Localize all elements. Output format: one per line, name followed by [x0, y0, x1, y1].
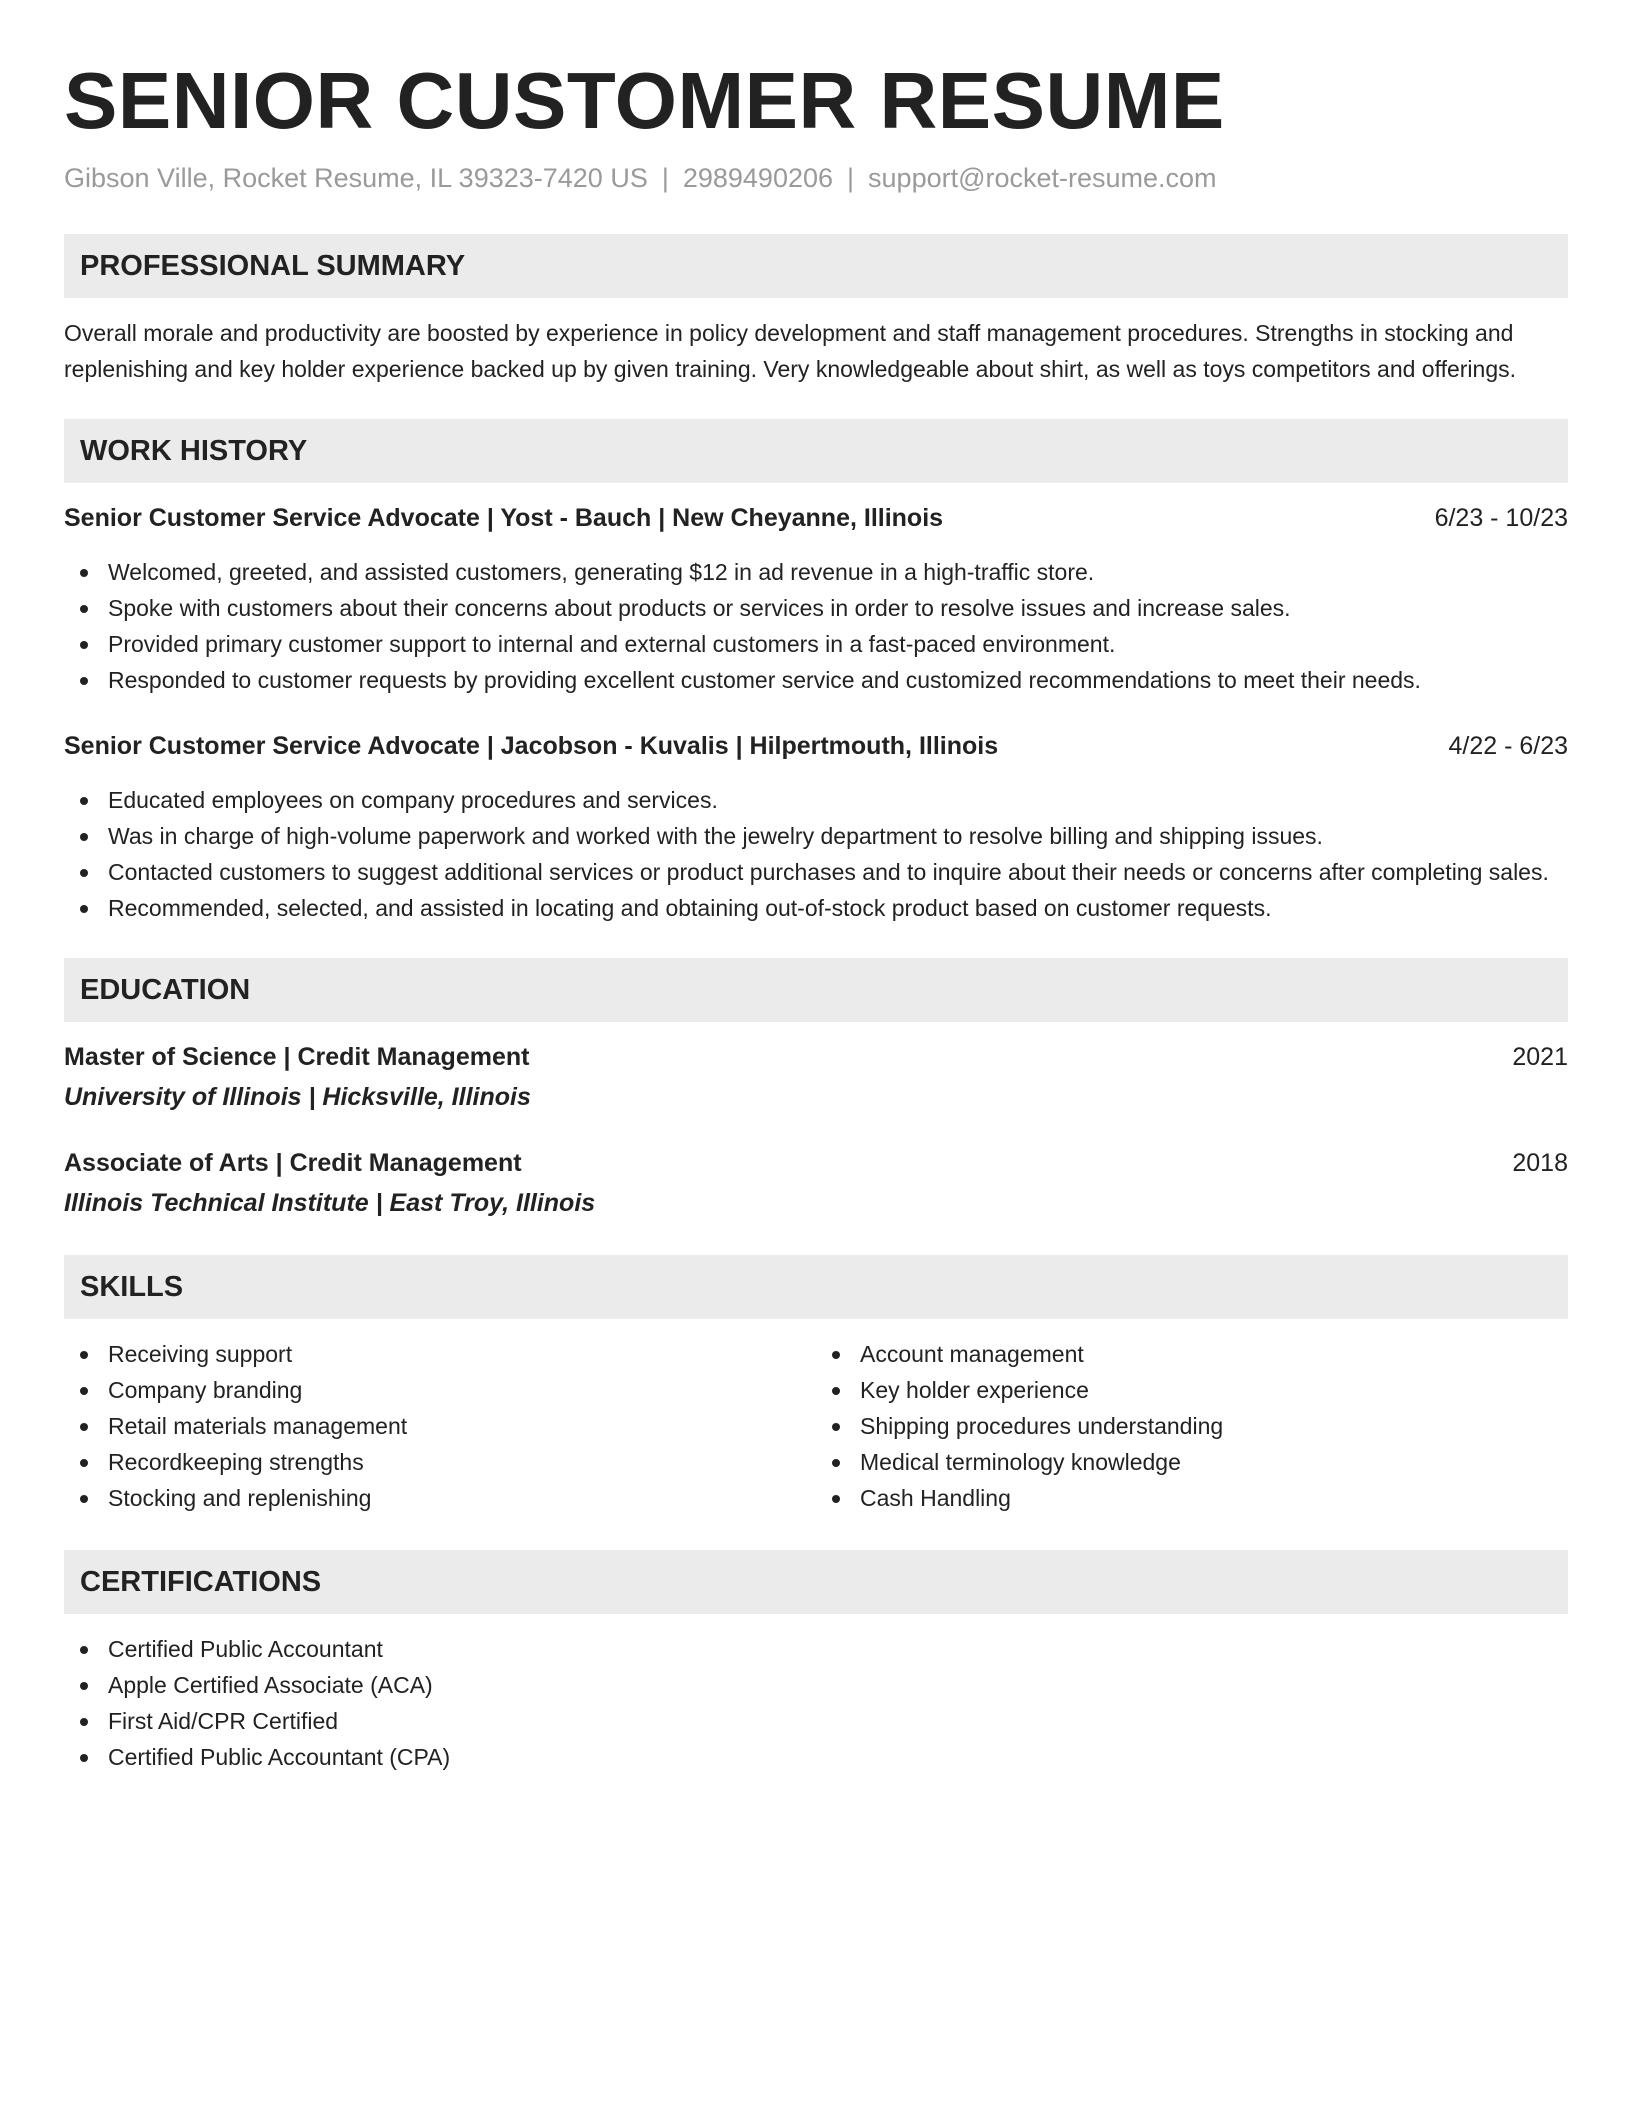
certification-item: Certified Public Accountant (CPA) — [64, 1739, 1568, 1775]
education-degree: Associate of Arts | Credit Management — [64, 1149, 522, 1178]
education-degree: Master of Science | Credit Management — [64, 1043, 530, 1072]
skill-item: Receiving support — [64, 1336, 816, 1372]
job-bullet: Spoke with customers about their concerns about products or services in order to resolve issues and increase sales. — [64, 590, 1568, 626]
education-heading: EDUCATION — [64, 958, 1568, 1022]
work-history-section — [64, 419, 1568, 926]
contact-phone: 2989490206 — [682, 163, 834, 193]
certifications-heading: CERTIFICATIONS — [64, 1550, 1568, 1614]
education-school: University of Illinois | Hicksville, Illinois — [64, 1083, 531, 1112]
skill-item: Shipping procedures understanding — [816, 1408, 1568, 1444]
summary-section — [64, 234, 1568, 387]
education-school: Illinois Technical Institute | East Troy, Illinois — [64, 1189, 596, 1218]
skill-item: Key holder experience — [816, 1372, 1568, 1408]
certification-item: Apple Certified Associate (ACA) — [64, 1667, 1568, 1703]
skill-item: Retail materials management — [64, 1408, 816, 1444]
skills-column-left — [64, 1336, 816, 1516]
job-bullet: Was in charge of high-volume paperwork and worked with the jewelry department to resolve billing and shipping issues. — [64, 818, 1568, 854]
skills-grid — [64, 1336, 1568, 1516]
certifications-section — [64, 1550, 1568, 1775]
job-title: Senior Customer Service Advocate | Yost - Bauch | New Cheyanne, Illinois — [64, 504, 944, 533]
job-bullet: Provided primary customer support to internal and external customers in a fast-paced environment. — [64, 626, 1568, 662]
summary-text: Overall morale and productivity are boosted by experience in policy development and staff management procedures. Strengths in stocking and replenishing and key holder experience backed up by given training. Very knowledgeable about shirt, as well as toys competitors and offerings. — [64, 320, 1516, 383]
education-header — [64, 1039, 1568, 1075]
skills-heading: SKILLS — [64, 1255, 1568, 1319]
certification-item: First Aid/CPR Certified — [64, 1703, 1568, 1739]
job-dates: 6/23 - 10/23 — [1434, 504, 1568, 533]
job-bullet: Welcomed, greeted, and assisted customers, generating $12 in ad revenue in a high-traffic store. — [64, 554, 1568, 590]
contact-separator: | — [661, 163, 669, 193]
job-bullet: Contacted customers to suggest additional services or product purchases and to inquire about their needs or concerns after completing sales. — [64, 854, 1568, 890]
skill-item: Cash Handling — [816, 1480, 1568, 1516]
skills-section — [64, 1255, 1568, 1516]
skill-item: Medical terminology knowledge — [816, 1444, 1568, 1480]
education-header — [64, 1145, 1568, 1181]
job-bullets — [64, 554, 1568, 698]
job-bullets — [64, 782, 1568, 926]
skill-item: Recordkeeping strengths — [64, 1444, 816, 1480]
contact-email: support@rocket-resume.com — [868, 163, 1217, 193]
contact-line — [64, 161, 1568, 196]
job-title: Senior Customer Service Advocate | Jacobson - Kuvalis | Hilpertmouth, Illinois — [64, 732, 999, 761]
skill-item: Stocking and replenishing — [64, 1480, 816, 1516]
certification-item: Certified Public Accountant — [64, 1631, 1568, 1667]
skills-column-right — [816, 1336, 1568, 1516]
education-year: 2018 — [1512, 1149, 1568, 1178]
job-header — [64, 728, 1568, 764]
education-entry — [64, 1039, 1568, 1115]
contact-separator: | — [847, 163, 855, 193]
job-bullet: Recommended, selected, and assisted in locating and obtaining out-of-stock product based on customer requests. — [64, 890, 1568, 926]
summary-heading: PROFESSIONAL SUMMARY — [64, 234, 1568, 298]
job-entry — [64, 728, 1568, 926]
education-entry — [64, 1145, 1568, 1221]
education-section — [64, 958, 1568, 1221]
education-year: 2021 — [1512, 1043, 1568, 1072]
job-dates: 4/22 - 6/23 — [1448, 732, 1568, 761]
contact-address: Gibson Ville, Rocket Resume, IL 39323-7420 US — [64, 163, 648, 193]
skill-item: Company branding — [64, 1372, 816, 1408]
job-entry — [64, 500, 1568, 698]
work-history-heading: WORK HISTORY — [64, 419, 1568, 483]
skill-item: Account management — [816, 1336, 1568, 1372]
certifications-list — [64, 1631, 1568, 1775]
job-bullet: Educated employees on company procedures and services. — [64, 782, 1568, 818]
candidate-name: SENIOR CUSTOMER RESUME — [64, 56, 1225, 145]
job-header — [64, 500, 1568, 536]
job-bullet: Responded to customer requests by providing excellent customer service and customized recommendations to meet their needs. — [64, 662, 1568, 698]
